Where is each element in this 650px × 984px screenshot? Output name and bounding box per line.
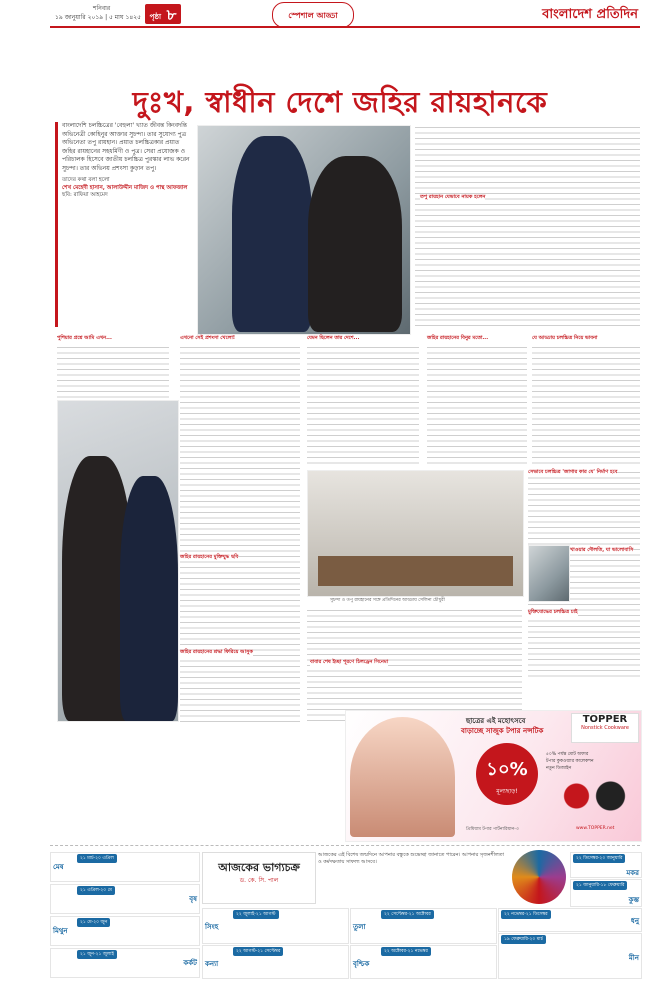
ad-headline: ছাত্রের এই মহোৎসবে (466, 717, 526, 725)
headline: দুঃখ, স্বাধীন দেশে জহির রায়হানকে (132, 85, 548, 119)
couple-photo (57, 400, 179, 722)
section-title: স্পেশাল আড্ডা (288, 11, 338, 20)
sign-name-2: বৃষ (189, 895, 197, 903)
sign-box-4 (50, 948, 200, 978)
text-col-right-top (415, 125, 640, 330)
sign-name-10: মকর (626, 869, 639, 877)
hero-photo (197, 125, 411, 335)
ad-subline: বাড়াচ্ছে সাজুক টপার নন্সটিক (461, 727, 544, 735)
sign-name-1: মেষ (53, 863, 64, 871)
sign-box-9 (498, 908, 642, 932)
meeting-photo (307, 470, 524, 597)
subhead-col8: খাওয়ার দৌলতি, যা ভালোবাসি (570, 547, 634, 553)
photo-caption: সুচন্দা ও তপু রায়হানের সঙ্গে প্রতিদিনের আড্ডায় সেলিনা চৌধুরী (330, 598, 445, 603)
page-number-badge (145, 4, 181, 24)
photo-woman (308, 156, 402, 332)
ad-model (350, 717, 455, 837)
sign-dates-1: ২১ মার্চ-২০ এপ্রিল (77, 854, 117, 863)
text-col-5 (532, 345, 640, 465)
page-word: পৃষ্ঠা (149, 12, 162, 21)
ad-bullet-3: নতুন ডিজাইন (546, 766, 572, 771)
sign-dates-4: ২১ জুন-২১ জুলাই (77, 950, 117, 959)
credits-label: তাদের কথা বলা হলো (62, 176, 110, 183)
zodiac-wheel (512, 850, 566, 904)
sign-name-11: কুম্ভ (628, 896, 639, 904)
discount-label: মূল্যছাড়! (496, 788, 518, 795)
weekday: শনিবার (93, 5, 111, 12)
subhead-col4: জহির রায়হানের বিনুর মতো... (427, 335, 489, 341)
subhead-middle: এখনো সেই প্রশংসা খেলো! (180, 335, 236, 341)
section-logo (272, 2, 354, 28)
subhead-col9: মুক্তিযোদ্ধের চলচ্চিত্র চাই (528, 609, 578, 615)
sign-box-5 (202, 908, 349, 944)
intro-box (55, 122, 193, 327)
sign-dates-5: ২২ জুলাই-২১ আগস্ট (233, 910, 279, 919)
sign-name-3: মিথুন (53, 927, 68, 935)
subhead-col3: যেমন ছিলেন তার দেশে... (307, 335, 360, 341)
sign-dates-7: ২২ সেপ্টেম্বর-২১ অক্টোবর (381, 910, 434, 919)
sign-box-2 (50, 884, 200, 914)
sign-name-9: ধনু (630, 917, 639, 925)
sign-dates-12: ১৯ ফেব্রুয়ারি-২০ মার্চ (501, 935, 546, 944)
sign-name-8: বৃশ্চিক (353, 960, 370, 968)
brand-masthead: বাংলাদেশ প্রতিদিন (542, 7, 638, 22)
subhead-col6: বাবার শেষ ইচ্ছা পূরণে চিলড্রেন সিনেমা (310, 659, 389, 665)
ad-cookware (551, 776, 636, 816)
subhead-middle-3: জহির রায়হানের শ্রদ্ধা ফিরিয়ে আসুক (180, 649, 253, 655)
sign-name-12: মীন (628, 954, 639, 962)
subhead-tapu: তপু রায়হান যেভাবে নায়ক হলেন (420, 194, 486, 200)
ad-brand-sub: Nonstick Cookware (581, 725, 629, 731)
page-number: ৮ (166, 6, 177, 24)
sign-dates-9: ২২ নভেম্বর-২১ ডিসেম্বর (501, 910, 551, 919)
ad-bullets (546, 751, 636, 772)
horoscope-title-box (202, 852, 316, 904)
discount-badge (476, 743, 538, 805)
topper-ad (345, 710, 642, 842)
sign-dates-6: ২২ আগস্ট-২১ সেপ্টেম্বর (233, 947, 283, 956)
sign-dates-8: ২২ অক্টোবর-২১ নভেম্বর (381, 947, 431, 956)
ad-bullet-1: ৫০% পর্যন্ত মোট অফার (546, 752, 589, 757)
sign-dates-2: ২১ এপ্রিল-২০ মে (77, 886, 115, 895)
sign-box-7 (350, 908, 497, 944)
text-col-6 (307, 608, 522, 723)
sign-dates-11: ২১ জানুয়ারি-১৮ ফেব্রুয়ারি (573, 881, 627, 890)
sign-dates-3: ২১ মে-২০ জুন (77, 918, 110, 927)
credits-photo: ছবি: রাফিয়া আহমেদ (62, 192, 108, 199)
sign-name-4: কর্কট (183, 959, 197, 967)
text-col-3 (307, 345, 419, 465)
sign-box-12 (498, 933, 642, 979)
meeting-table (318, 556, 513, 586)
header-rule (50, 26, 640, 28)
photo-man-2 (120, 476, 178, 721)
small-portrait (528, 545, 570, 602)
ad-website: www.TOPPER.net (576, 826, 615, 831)
ad-bullet-2: টপার কুকওয়্যার কালেকশন (546, 759, 594, 764)
ad-footer: প্রিমিয়াম টপার পার্টনারিয়ান-৩ (466, 827, 519, 832)
discount-value: ১০% (486, 759, 528, 780)
sign-box-8 (350, 945, 497, 979)
text-col-4 (427, 345, 527, 465)
horoscope-intro: আজকের এই বিশেষ জন্মদিনে আপনার বন্ধুকে শুভেচ্ছা জানাতে পারেন। আপনার সৃজনশীলতা ও কর্মদক্ষতায় সাফল্য আসবে। (318, 852, 504, 865)
sign-box-6 (202, 945, 349, 979)
sign-box-1 (50, 852, 200, 882)
ad-brand: TOPPER (582, 714, 628, 725)
issue-date: ১৯ জানুয়ারি ২০১৯ | ৫ মাঘ ১৪২৫ (55, 14, 142, 21)
horoscope-title: আজকের ভাগ্যচক্র (218, 861, 300, 874)
text-col-middle (180, 345, 300, 725)
ad-brand-box (571, 713, 639, 743)
credits-writers: শেখ মেহেদী হাসান, আলাউদ্দীন মাজিদ ও পান্থ আফজাল (62, 184, 188, 191)
subhead-col7: সেভাবে চলচ্চিত্র 'জাগার কার যে' নির্মাণ হবে (528, 469, 618, 475)
subhead-left: পুশিয়ার প্রশ্নে আমি এখন... (57, 335, 112, 341)
sign-box-11 (570, 879, 642, 907)
horoscope-author: ড. কে. সি. পাল (239, 877, 279, 884)
subhead-col5: যে আড্ডায় চলচ্চিত্র নিয়ে ভাবনা (532, 335, 598, 341)
sign-name-7: তুলা (353, 923, 366, 931)
photo-man (232, 136, 312, 332)
intro-text: বাংলাদেশি চলচ্চিত্রের 'বেহুলা' খ্যাত জীবন্ত কিংবদন্তি অভিনেত্রী কোহিনুর আক্তার সুচন্দা। তার সুযোগ্য পুত্র অভিনেতা তপু রায়হান। প্রয়াত চলচ্চিত্রকার প্রয়াত জহির রায়হানের সহধর্মিণী ও পুত্র। সেরা প্রযোজক ও পরিচালক হিসেবে জাতীয় চলচ্চিত্র পুরস্কার লাভ করেন সুচন্দা। তার অভিনয় প্রশংসা কুড়ান তপু। (62, 122, 190, 172)
sign-box-10 (570, 852, 642, 878)
sign-dates-10: ২২ ডিসেম্বর-২০ জানুয়ারি (573, 854, 625, 863)
sign-name-5: সিংহ (205, 923, 219, 931)
subhead-middle-2: জহির রায়হানের মুক্তিযুদ্ধ ছবি (180, 554, 239, 560)
sign-name-6: কন্যা (205, 960, 219, 968)
horoscope-section (50, 845, 640, 981)
sign-box-3 (50, 916, 200, 946)
